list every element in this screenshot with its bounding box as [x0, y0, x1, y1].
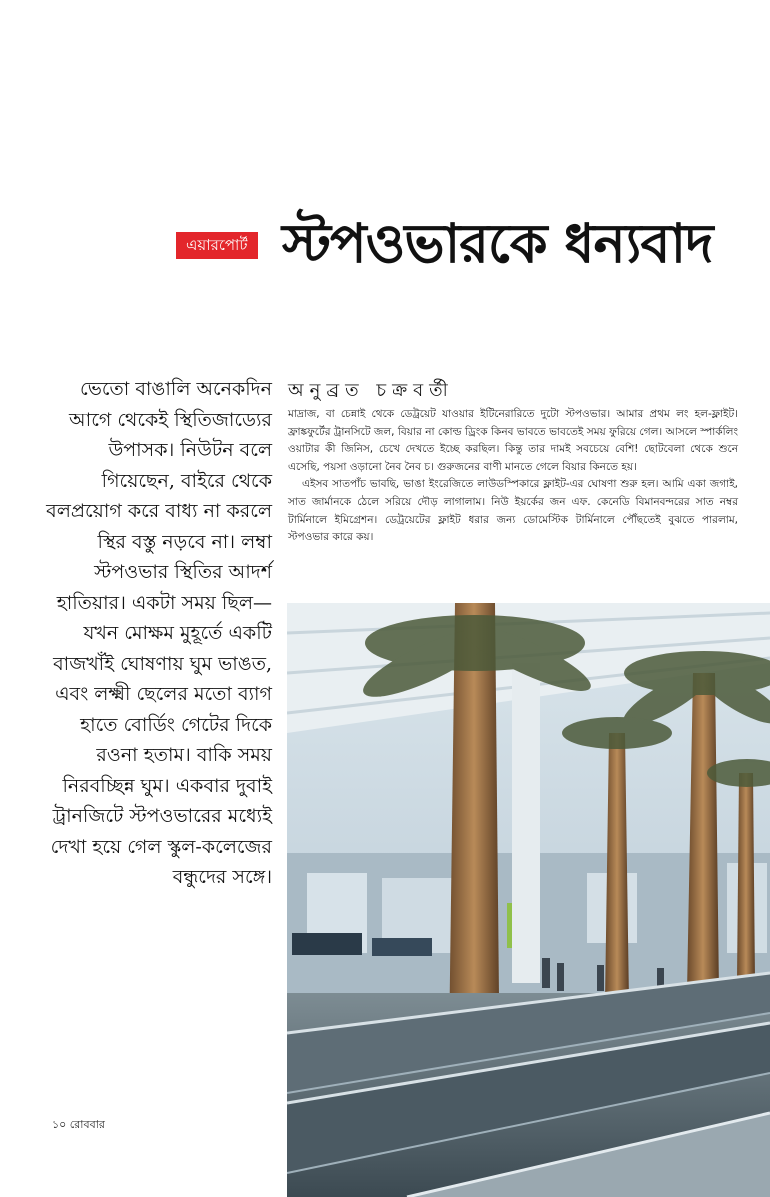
headline: স্টপওভারকে ধন্যবাদ [282, 212, 713, 275]
body-paragraph-1: মাদ্রাজ, বা চেন্নাই থেকে ডেট্রয়েট যাওয়ার ইটিনেরারিতে দুটো স্টপওভার। আমার প্রথম লং হল-ফ্লাইট। ফ্রাঙ্কফুর্টের ট্রানসিটে জল, বিয়ার না কোল্ড ড্রিংক কিনব ভাবতে ভাবতেই সময় ফুরিয়ে গেল। আসলে স্পার্কলিং ওয়াটার কী জিনিস, চেখে দেখতে ইচ্ছে করছিল। কিন্তু তার দামই সবচেয়ে বেশি! ছোটবেলা থেকে শুনে এসেছি, পয়সা ওড়ানো নৈব নৈব চ। গুরুজনের বাণী মানতে গেলে বিয়ার কিনতে হয়। [288, 408, 738, 473]
pull-quote: ভেতো বাঙালি অনেকদিন আগে থেকেই স্থিতিজাড্যের উপাসক। নিউটন বলে গিয়েছেন, বাইরে থেকে বলপ্রয়োগ করে বাধ্য না করলে স্থির বস্তু নড়বে না। লম্বা স্টপওভার স্থিতির আদর্শ হাতিয়ার। একটা সময় ছিল— যখন মোক্ষম মুহূর্তে একটি বাজখাঁই ঘোষণায় ঘুম ভাঙত, এবং লক্ষ্মী ছেলের মতো ব্যাগ হাতে বোর্ডিং গেটের দিকে রওনা হতাম। বাকি সময় নিরবচ্ছিন্ন ঘুম। একবার দুবাই ট্রানজিটে স্টপওভারের মধ্যেই দেখা হয়ে গেল স্কুল-কলেজের বন্ধুদের সঙ্গে। [46, 378, 272, 888]
article-body [288, 406, 738, 547]
page-footer: ১০ রোববার [52, 1118, 105, 1131]
author-byline: অনুব্রত চক্রবর্তী [288, 380, 454, 401]
body-paragraph-2: এইসব সাতপাঁচ ভাবছি, ভাঙা ইংরেজিতে লাউডস্পিকারে ফ্লাইট-এর ঘোষণা শুরু হল। আমি একা জগাই, সাত জার্মানকে ঠেলে সরিয়ে দৌড় লাগালাম। নিউ ইয়র্কের জন এফ. কেনেডি বিমানবন্দরের সাত নম্বর টার্মিনালে ইমিগ্রেশন। ডেট্রয়েটের ফ্লাইট ধরার জন্য ডোমেস্টিক টার্মিনালে পৌঁছতেই বুঝতে পারলাম, স্টপওভার কারে কয়। [288, 478, 738, 544]
section-tag: এয়ারপোর্ট [176, 232, 258, 259]
airport-terminal-photo [287, 603, 770, 1197]
